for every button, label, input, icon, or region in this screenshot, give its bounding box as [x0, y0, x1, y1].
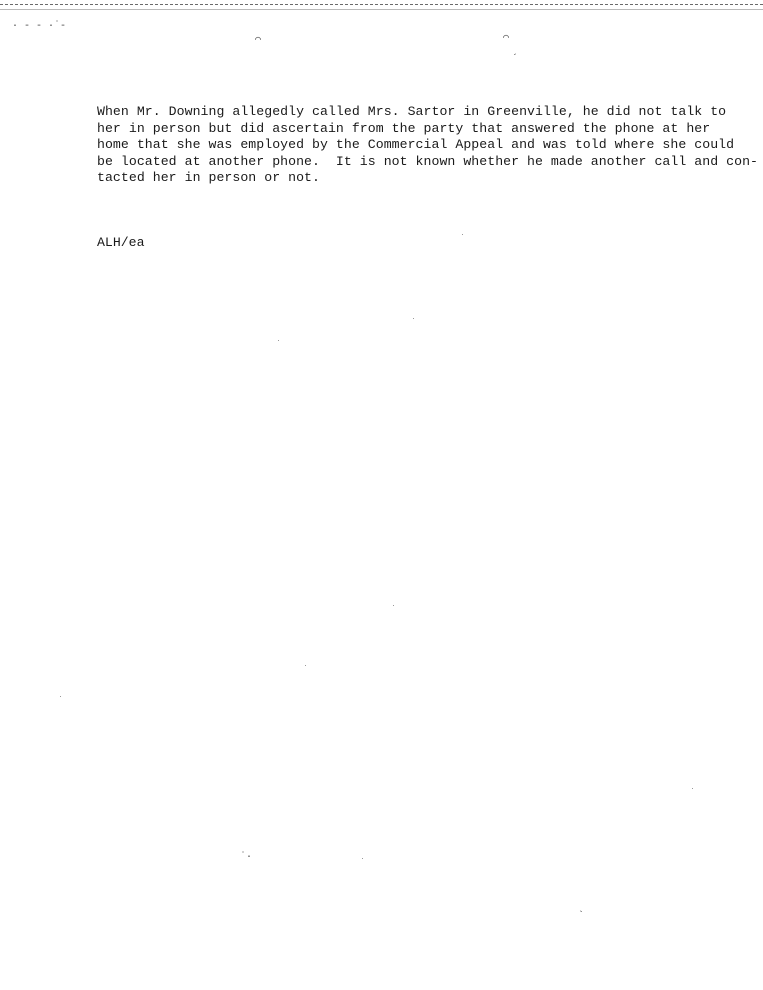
scan-dot [462, 234, 463, 235]
top-solid-rule [0, 9, 763, 10]
scan-mark-arc-1: ⌒ [255, 35, 262, 46]
typist-initials: ALH/ea [97, 235, 145, 250]
top-dashed-rule [0, 4, 763, 5]
memo-line: tacted her in person or not. [97, 170, 320, 186]
scan-dot [362, 858, 363, 859]
memo-body [97, 104, 758, 187]
memo-line: her in person but did ascertain from the party that answered the phone at her [97, 120, 711, 136]
scan-dot [305, 665, 306, 666]
scan-mark-tick: ´ [512, 54, 519, 65]
scan-dot [278, 340, 279, 341]
scan-mark-mid: ˙· [240, 852, 253, 863]
scan-mark-top-left: · - - ·˙‐ [12, 21, 67, 32]
scan-dot [692, 788, 693, 789]
scan-dot [60, 696, 61, 697]
scan-mark-arc-2: ⌒ [503, 33, 510, 44]
scan-mark-lower-right: ` [578, 911, 585, 922]
scan-dot [413, 318, 414, 319]
memo-line: When Mr. Downing allegedly called Mrs. Sartor in Greenville, he did not talk to [97, 104, 727, 119]
memo-line: be located at another phone. It is not known whether he made another call and con- [97, 153, 758, 169]
memo-line: home that she was employed by the Commercial Appeal and was told where she could [97, 137, 735, 153]
scan-dot [393, 605, 394, 606]
